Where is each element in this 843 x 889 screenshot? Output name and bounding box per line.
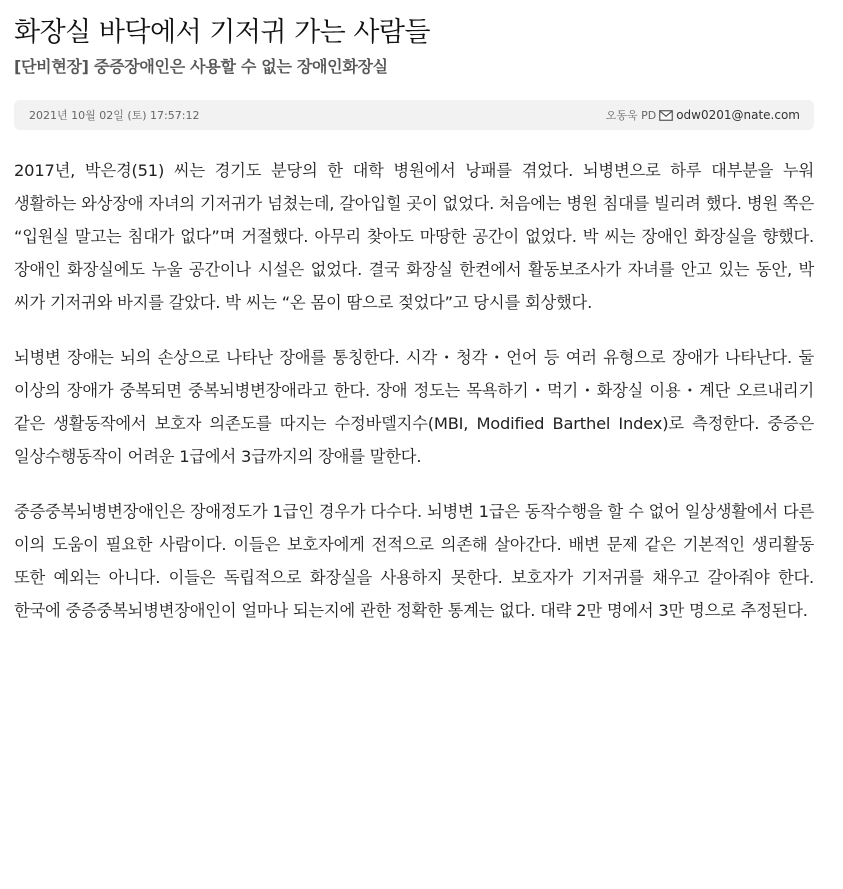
paragraph: 중증중복뇌병변장애인은 장애정도가 1급인 경우가 다수다. 뇌병변 1급은 동작수행을 할 수 없어 일상생활에서 다른 이의 도움이 필요한 사람이다. 이들은 보호자에게 전적으로 의존해 살아간다. 배변 문제 같은 기본적인 생리활동 또한 예외는 아니다. 이들은 독립적으로 화장실을 사용하지 못한다. 보호자가 기저귀를 채우고 갈아줘야 한다. 한국에 중증중복뇌병변장애인이 얼마나 되는지에 관한 정확한 통계는 없다. 대략 2만 명에서 3만 명으로 추정된다. (14, 502, 814, 620)
author-email-link[interactable]: odw0201@nate.com (676, 108, 800, 122)
article-body (14, 154, 814, 627)
paragraph: 2017년, 박은경(51) 씨는 경기도 분당의 한 대학 병원에서 낭패를 겪었다. 뇌병변으로 하루 대부분을 누워 생활하는 와상장애 자녀의 기저귀가 넘쳤는데, 갈아입힐 곳이 없었다. 처음에는 병원 침대를 빌리려 했다. 병원 쪽은 “입원실 말고는 침대가 없다”며 거절했다. 아무리 찾아도 마땅한 공간이 없었다. 박 씨는 장애인 화장실을 향했다. 장애인 화장실에도 누울 공간이나 시설은 없었다. 결국 화장실 한켠에서 활동보조사가 자녀를 안고 있는 동안, 박 씨가 기저귀와 바지를 갈았다. 박 씨는 “온 몸이 땀으로 젖었다”고 당시를 회상했다. (14, 161, 814, 312)
article-subtitle: [단비현장] 중증장애인은 사용할 수 없는 장애인화장실 (14, 57, 388, 76)
byline (606, 107, 800, 123)
article-title: 화장실 바닥에서 기저귀 가는 사람들 (14, 17, 431, 48)
publish-date: 2021년 10월 02일 (토) 17:57:12 (29, 109, 200, 122)
article (14, 0, 814, 649)
article-meta-bar (14, 100, 814, 130)
paragraph: 뇌병변 장애는 뇌의 손상으로 나타난 장애를 통칭한다. 시각・청각・언어 등 여러 유형으로 장애가 나타난다. 둘 이상의 장애가 중복되면 중복뇌병변장애라고 한다. 장애 정도는 목욕하기・먹기・화장실 이용・계단 오르내리기 같은 생활동작에서 보호자 의존도를 따지는 수정바델지수(MBI, Modified Barthel Index)로 측정한다. 중증은 일상수행동작이 어려운 1급에서 3급까지의 장애를 말한다. (14, 348, 814, 466)
mail-icon[interactable] (659, 110, 673, 121)
author-name: 오동욱 PD (605, 109, 657, 122)
